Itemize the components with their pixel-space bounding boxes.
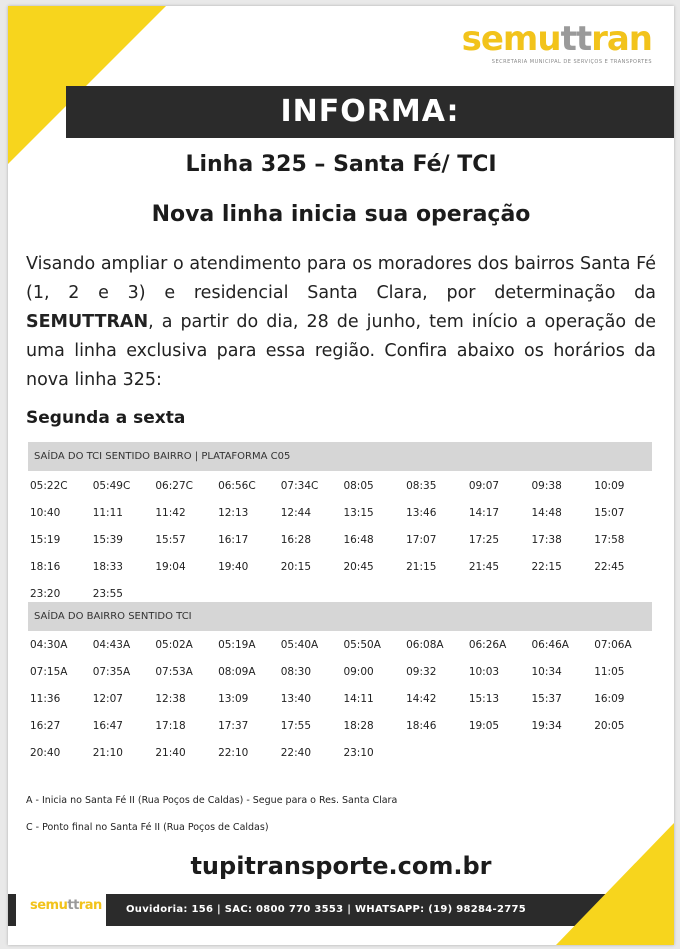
departure-time: 07:53A (155, 665, 193, 678)
informa-banner: INFORMA: (66, 86, 674, 138)
departure-time: 14:11 (343, 692, 374, 705)
departure-time: 09:00 (343, 665, 374, 678)
section-header-tci-to-bairro: SAÍDA DO TCI SENTIDO BAIRRO | PLATAFORMA C05 (28, 442, 652, 471)
departure-time: 20:15 (280, 560, 312, 573)
departure-time: 10:40 (30, 506, 61, 519)
departure-time: 20:45 (343, 560, 374, 573)
departure-time: 12:38 (155, 692, 186, 705)
departure-time: 19:34 (531, 719, 562, 732)
schedule-row (30, 472, 657, 499)
departure-time: 06:08A (406, 638, 444, 651)
schedule-row (30, 526, 657, 553)
departure-time: 17:25 (468, 533, 500, 546)
departure-time: 21:40 (155, 746, 186, 759)
departure-time: 08:35 (406, 479, 437, 492)
departure-time: 23:55 (92, 587, 123, 600)
departure-time: 18:46 (406, 719, 437, 732)
departure-time: 18:16 (30, 560, 61, 573)
departure-time: 08:09A (218, 665, 256, 678)
logo-tagline: SECRETARIA MUNICIPAL DE SERVIÇOS E TRANSPORTES (491, 59, 652, 65)
footer-accent-mark (8, 894, 16, 926)
departure-time: 04:43A (92, 638, 131, 651)
departure-time: 17:37 (218, 719, 249, 732)
departure-time: 05:50A (343, 638, 381, 651)
departure-time: 14:17 (468, 506, 500, 519)
schedule-row (30, 499, 657, 526)
departure-time: 20:05 (594, 719, 625, 732)
departure-time: 16:48 (343, 533, 374, 546)
departure-time: 16:47 (92, 719, 123, 732)
semuttran-logo: semuttran SECRETARIA MUNICIPAL DE SERVIÇOS E TRANSPORTES (461, 19, 652, 65)
departure-time: 15:07 (594, 506, 625, 519)
schedule-grid-bairro-to-tci (30, 631, 657, 766)
departure-time: 19:04 (155, 560, 186, 573)
schedule-row (30, 658, 657, 685)
departure-time: 22:10 (218, 746, 249, 759)
departure-time: 12:44 (280, 506, 312, 519)
footer-logo: semuttran (30, 898, 102, 913)
departure-time: 05:19A (218, 638, 256, 651)
departure-time: 23:10 (343, 746, 374, 759)
departure-time: 10:34 (531, 665, 562, 678)
departure-time: 05:22C (30, 479, 68, 492)
schedule-row (30, 631, 657, 658)
departure-time: 16:09 (594, 692, 625, 705)
departure-time: 22:45 (594, 560, 625, 573)
departure-time: 18:33 (92, 560, 123, 573)
departure-time: 06:56C (218, 479, 256, 492)
flyer-page (8, 6, 674, 945)
announcement-subtitle: Nova linha inicia sua operação (151, 202, 531, 227)
departure-time: 11:11 (92, 506, 123, 519)
departure-time: 13:15 (343, 506, 374, 519)
departure-time: 21:15 (406, 560, 437, 573)
departure-time: 19:05 (468, 719, 500, 732)
departure-time: 09:38 (531, 479, 562, 492)
departure-time: 07:35A (92, 665, 131, 678)
departure-time: 07:15A (30, 665, 68, 678)
departure-time: 21:10 (92, 746, 123, 759)
departure-time: 06:46A (531, 638, 569, 651)
departure-time: 17:38 (531, 533, 562, 546)
departure-time: 17:18 (155, 719, 186, 732)
departure-time: 21:45 (468, 560, 500, 573)
departure-time: 18:28 (343, 719, 374, 732)
departure-time: 10:03 (468, 665, 500, 678)
departure-time: 08:30 (280, 665, 312, 678)
departure-time: 10:09 (594, 479, 625, 492)
departure-time: 22:40 (280, 746, 312, 759)
departure-time: 12:07 (92, 692, 123, 705)
departure-time: 09:07 (468, 479, 500, 492)
departure-time: 15:57 (155, 533, 186, 546)
departure-time: 17:07 (406, 533, 437, 546)
departure-time: 22:15 (531, 560, 562, 573)
yellow-corner-top-left (8, 6, 166, 164)
departure-time: 19:40 (218, 560, 249, 573)
schedule-row (30, 685, 657, 712)
departure-time: 16:28 (280, 533, 312, 546)
departure-time: 13:40 (280, 692, 312, 705)
departure-time: 08:05 (343, 479, 374, 492)
yellow-corner-bottom-right (556, 823, 674, 945)
departure-time: 04:30A (30, 638, 68, 651)
departure-time: 15:37 (531, 692, 562, 705)
departure-time: 15:13 (468, 692, 500, 705)
departure-time: 14:48 (531, 506, 562, 519)
weekday-heading: Segunda a sexta (26, 408, 186, 428)
departure-time: 06:26A (468, 638, 507, 651)
departure-time: 16:17 (218, 533, 249, 546)
footnote-c: C - Ponto final no Santa Fé II (Rua Poços de Caldas) (26, 822, 269, 833)
departure-time: 17:55 (280, 719, 312, 732)
website-link[interactable]: tupitransporte.com.br (190, 852, 492, 880)
departure-time: 05:40A (280, 638, 319, 651)
schedule-grid-tci-to-bairro (30, 472, 657, 607)
footer-contact-bar: Ouvidoria: 156 | SAC: 0800 770 3553 | WHATSAPP: (19) 98284-2775 (106, 894, 646, 926)
departure-time: 15:39 (92, 533, 123, 546)
departure-time: 11:05 (594, 665, 625, 678)
departure-time: 16:27 (30, 719, 61, 732)
schedule-row (30, 739, 657, 766)
departure-time: 06:27C (155, 479, 193, 492)
departure-time: 17:58 (594, 533, 625, 546)
departure-time: 09:32 (406, 665, 437, 678)
departure-time: 12:13 (218, 506, 249, 519)
departure-time: 13:09 (218, 692, 249, 705)
departure-time: 14:42 (406, 692, 437, 705)
schedule-row (30, 553, 657, 580)
departure-time: 07:06A (594, 638, 632, 651)
departure-time: 23:20 (30, 587, 61, 600)
departure-time: 05:49C (92, 479, 131, 492)
departure-time: 20:40 (30, 746, 61, 759)
departure-time: 05:02A (155, 638, 193, 651)
departure-time: 13:46 (406, 506, 437, 519)
line-title: Linha 325 – Santa Fé/ TCI (185, 152, 497, 177)
departure-time: 15:19 (30, 533, 61, 546)
section-header-bairro-to-tci: SAÍDA DO BAIRRO SENTIDO TCI (28, 602, 652, 631)
departure-time: 11:36 (30, 692, 61, 705)
departure-time: 11:42 (155, 506, 186, 519)
departure-time: 07:34C (280, 479, 319, 492)
intro-paragraph: Visando ampliar o atendimento para os moradores dos bairros Santa Fé (1, 2 e 3) e residencial Santa Clara, por determinação da SEMUTTRAN, a partir do dia, 28 de junho, tem início a operação de uma linha exclusiva para essa região. Confira abaixo os horários da nova linha 325: (26, 254, 656, 390)
schedule-row (30, 712, 657, 739)
footnote-a: A - Inicia no Santa Fé II (Rua Poços de Caldas) - Segue para o Res. Santa Clara (26, 795, 398, 806)
